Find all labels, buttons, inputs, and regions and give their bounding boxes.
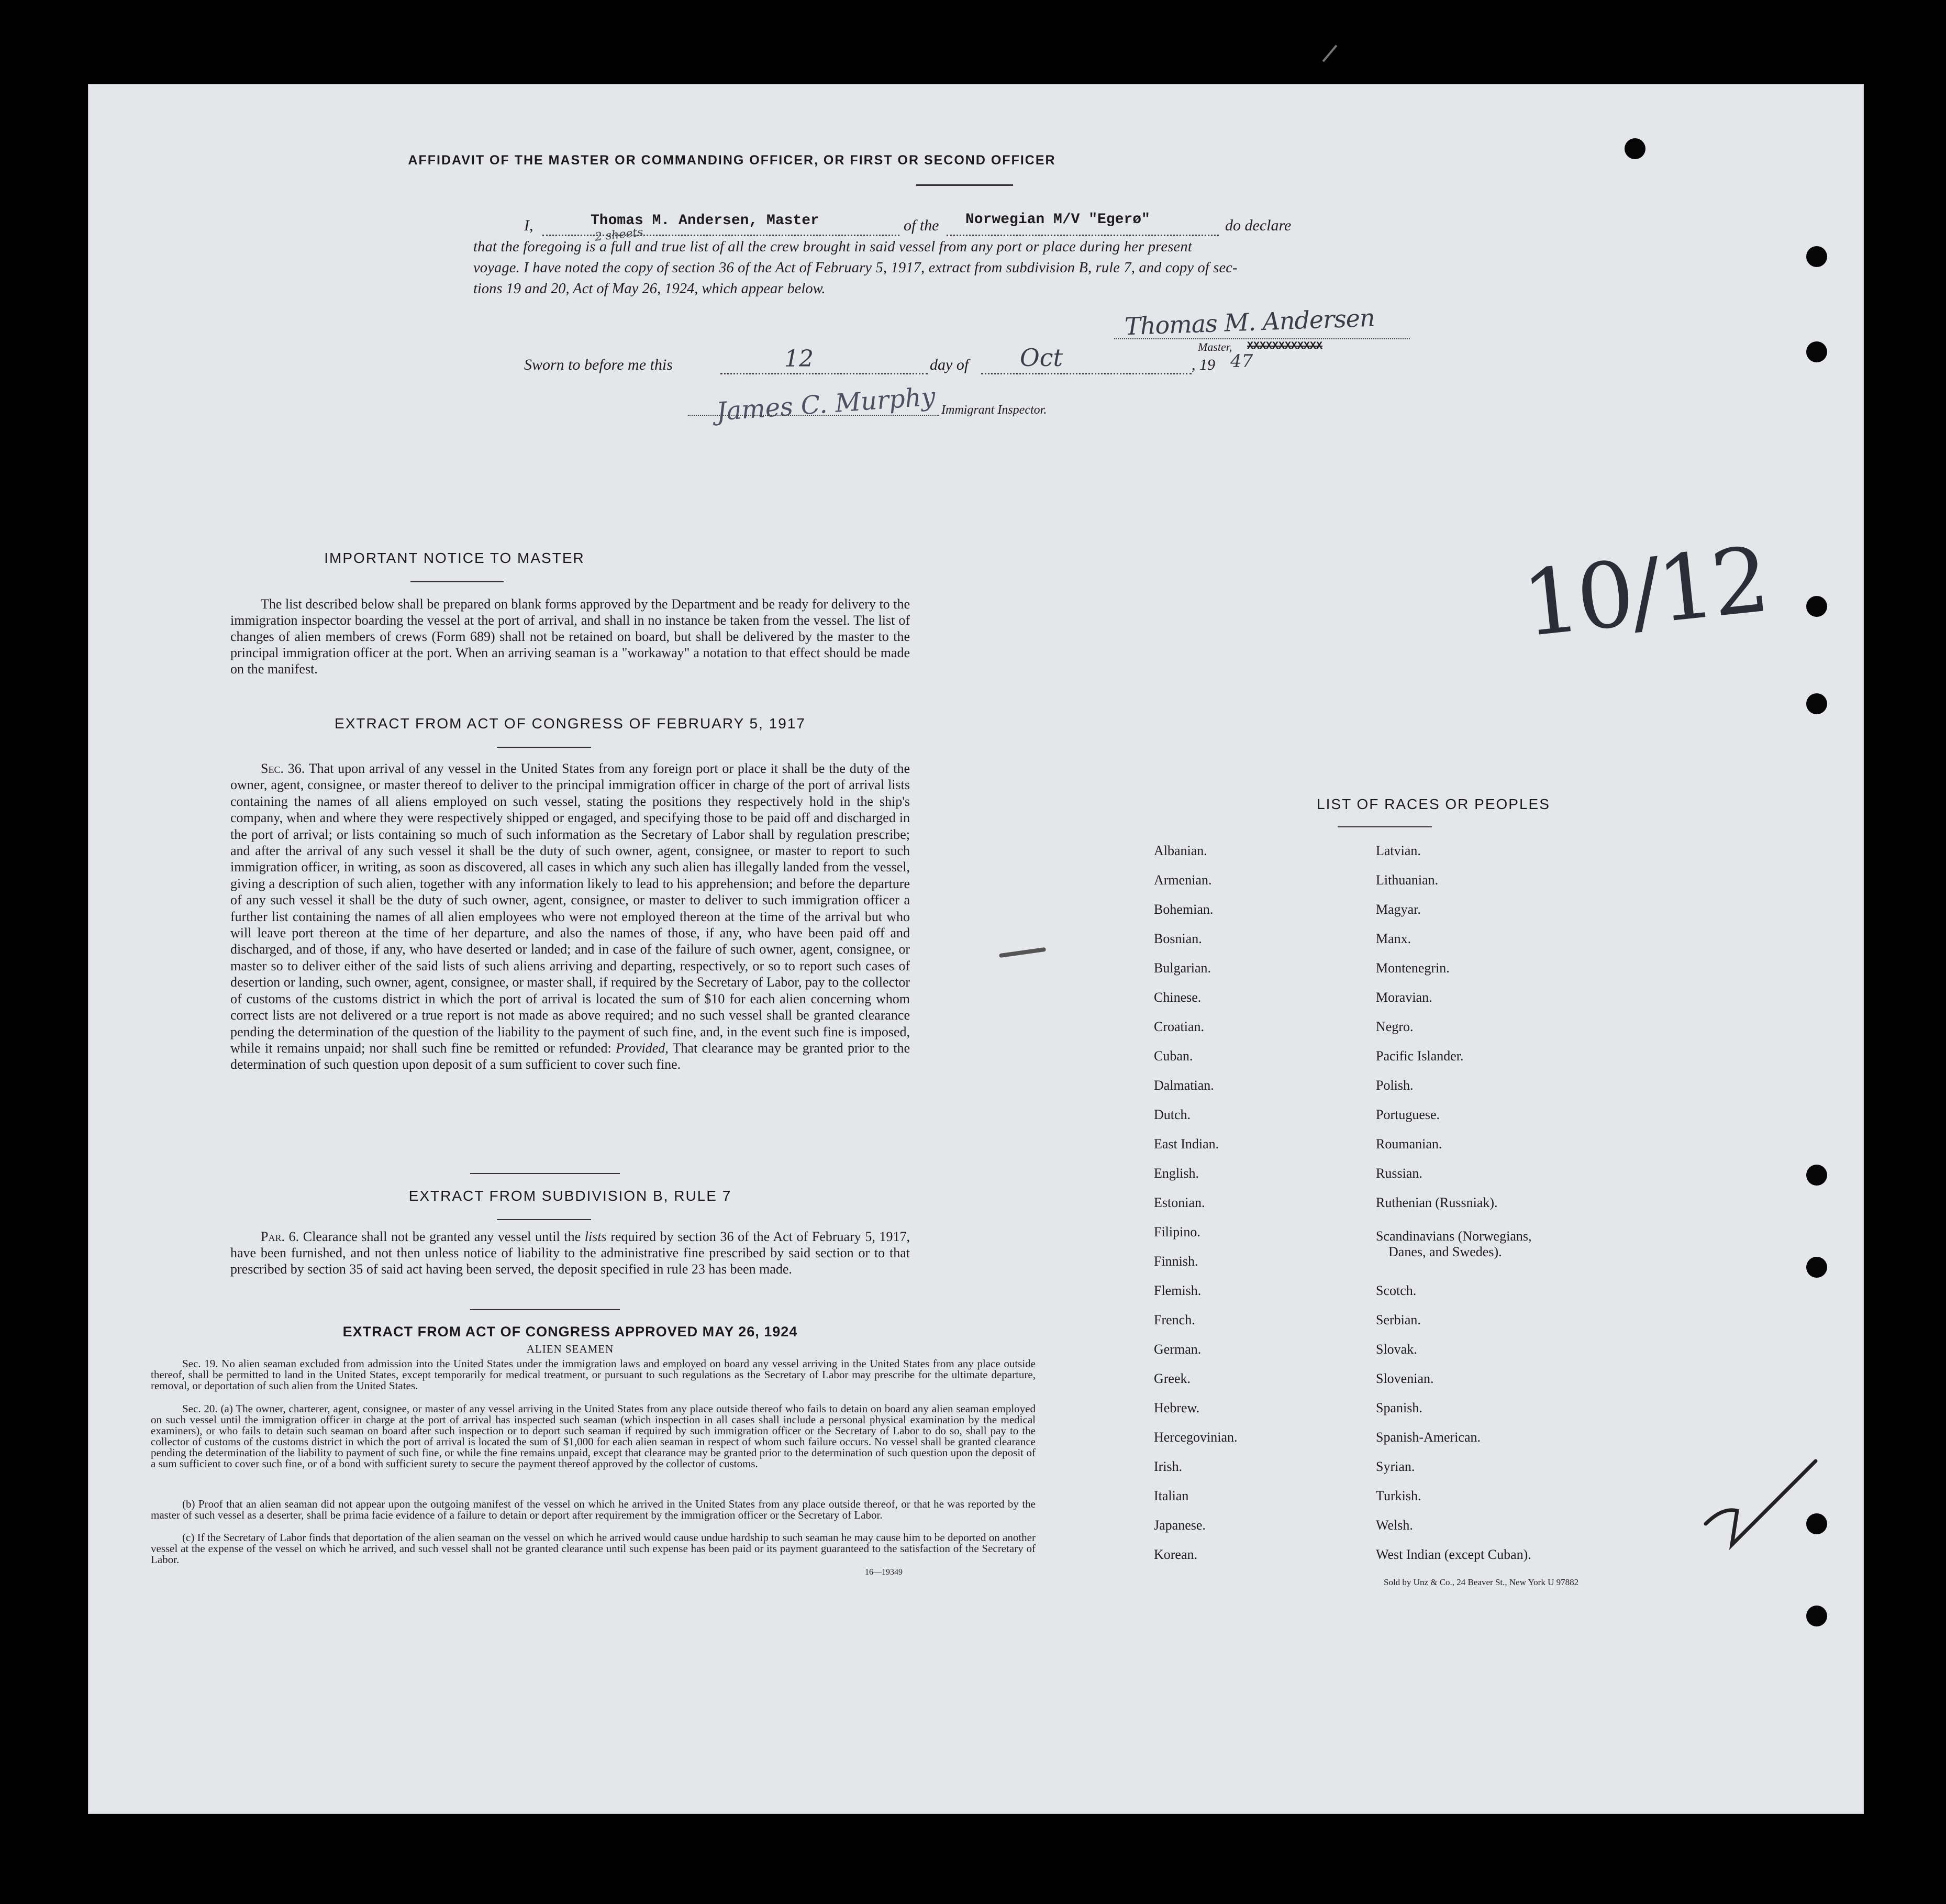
sec36-label: Sec. 36. bbox=[261, 761, 305, 776]
race-item: Spanish. bbox=[1376, 1400, 1422, 1415]
race-item: Greek. bbox=[1154, 1371, 1191, 1386]
race-item: Ruthenian (Russniak). bbox=[1376, 1195, 1498, 1210]
race-item: Negro. bbox=[1376, 1019, 1414, 1034]
of-the: of the bbox=[904, 217, 939, 234]
rule7-paragraph bbox=[230, 1228, 910, 1277]
ink-smudge bbox=[999, 947, 1046, 958]
day-blank bbox=[720, 373, 928, 374]
day-of: day of bbox=[930, 356, 969, 373]
race-item: Hebrew. bbox=[1154, 1400, 1200, 1415]
race-item: Magyar. bbox=[1376, 902, 1421, 917]
race-item: Flemish. bbox=[1154, 1283, 1202, 1298]
race-item: Bulgarian. bbox=[1154, 960, 1211, 976]
punch-hole bbox=[1806, 1165, 1827, 1186]
divider bbox=[1338, 826, 1432, 827]
race-item: Estonian. bbox=[1154, 1195, 1205, 1210]
race-item: Cuban. bbox=[1154, 1048, 1193, 1064]
race-item: Hercegovinian. bbox=[1154, 1430, 1238, 1445]
race-item: Portuguese. bbox=[1376, 1107, 1440, 1122]
race-item: Japanese. bbox=[1154, 1518, 1206, 1533]
document-sheet bbox=[88, 84, 1864, 1814]
race-item: Dutch. bbox=[1154, 1107, 1191, 1122]
race-item: Latvian. bbox=[1376, 843, 1421, 858]
race-item: Albanian. bbox=[1154, 843, 1207, 858]
race-item: Russian. bbox=[1376, 1166, 1422, 1181]
race-item: Slovak. bbox=[1376, 1342, 1417, 1357]
race-item: Chinese. bbox=[1154, 990, 1202, 1005]
race-item: Scandinavians (Norwegians, bbox=[1376, 1228, 1532, 1244]
race-item: Montenegrin. bbox=[1376, 960, 1450, 976]
race-item: Roumanian. bbox=[1376, 1136, 1442, 1152]
master-caption: Master, bbox=[1198, 340, 1232, 353]
race-item: Finnish. bbox=[1154, 1254, 1198, 1269]
race-item: East Indian. bbox=[1154, 1136, 1219, 1152]
extract-1917-title: EXTRACT FROM ACT OF CONGRESS OF FEBRUARY 5, 1917 bbox=[335, 715, 806, 732]
alien-seamen-subtitle: ALIEN SEAMEN bbox=[526, 1343, 614, 1355]
master-signature: Thomas M. Andersen bbox=[1124, 303, 1375, 341]
sec36-body: That upon arrival of any vessel in the United States from any foreign port or place it shall be the duty of the owner, agent, consignee, or master thereof to deliver to the principal immigration officer in charge of the port of arrival lists containing the names of all aliens employed on such vessel, stating the positions they respectively hold in the ship's company, when and where they were respectively shipped or engaged, and specifying those to be paid off and discharged in the port of arrival; or lists containing so much of such information as the Secretary of Labor shall by regulation prescribe; and after the arrival of any such vessel it shall be the duty of such owner, agent, consignee, or master to report to such immigration officer, in writing, as soon as discovered, all cases in which any such alien has illegally landed from the vessel, giving a description of such alien, together with any information likely to lead to his apprehension; and before the departure of any such vessel it shall be the duty of such owner, agent, consignee, or master to deliver to such immigration officer a further list containing the names of all alien employees who were not employed thereon at the time of the arrival but who will leave port thereon at the time of her departure, and also the names of those, if any, who have been paid off and discharged, and of those, if any, who have deserted or landed; and in case of the failure of such owner, agent, consignee, or master so to deliver either of the said lists of such aliens arriving and departing, respectively, or so to report such cases of desertion or landing, such owner, agent, consignee, or master shall, if required by the Secretary of Labor, pay to the collector of customs of the customs district in which the port of arrival is located the sum of $10 for each alien concerning whom correct lists are not delivered or a true report is not made as above required; and no such vessel shall be granted clearance pending the determination of the question of the liability to the payment of such fine, and, in the event such fine is imposed, while it remains unpaid; nor shall such fine be remitted or refunded: bbox=[230, 761, 910, 1056]
rule7-body-a: Clearance shall not be granted any vessel until the bbox=[303, 1229, 581, 1244]
rule7-title: EXTRACT FROM SUBDIVISION B, RULE 7 bbox=[408, 1188, 732, 1204]
race-item: English. bbox=[1154, 1166, 1199, 1181]
divider bbox=[470, 1309, 620, 1310]
race-item: Welsh. bbox=[1376, 1518, 1413, 1533]
punch-hole bbox=[1806, 1257, 1827, 1278]
race-item: Croatian. bbox=[1154, 1019, 1205, 1034]
races-title: LIST OF RACES OR PEOPLES bbox=[1317, 796, 1550, 812]
punch-hole bbox=[1806, 1606, 1827, 1626]
proviso-body: That clearance may be granted prior to the determination of such question upon deposit of a sum sufficient to cover such fine. bbox=[230, 1040, 910, 1072]
race-item: Bohemian. bbox=[1154, 902, 1214, 917]
sworn-text: Sworn to before me this bbox=[524, 356, 673, 373]
race-item: Korean. bbox=[1154, 1547, 1198, 1562]
vessel-blank bbox=[947, 235, 1219, 236]
divider bbox=[470, 1173, 620, 1174]
punch-hole bbox=[1806, 246, 1827, 267]
race-item: Moravian. bbox=[1376, 990, 1432, 1005]
year-value: 47 bbox=[1230, 351, 1253, 372]
race-item: Italian bbox=[1154, 1488, 1189, 1503]
signature-line bbox=[1114, 338, 1410, 339]
check-mark bbox=[1700, 1456, 1821, 1550]
vessel-name: Norwegian M/V "Egerø" bbox=[965, 212, 1150, 228]
race-item: Slovenian. bbox=[1376, 1371, 1434, 1386]
printer-imprint: Sold by Unz & Co., 24 Beaver St., New York U 97882 bbox=[1384, 1577, 1579, 1587]
sec36-paragraph bbox=[230, 760, 910, 1073]
affidavit-line-2: that the foregoing is a full and true list of all the crew brought in said vessel from any port or place during her present bbox=[473, 239, 1192, 255]
affidavit-i: I, bbox=[524, 217, 533, 234]
affidavit-line-4: tions 19 and 20, Act of May 26, 1924, which appear below. bbox=[473, 281, 826, 297]
notice-title: IMPORTANT NOTICE TO MASTER bbox=[324, 550, 585, 566]
month-value: Oct bbox=[1020, 344, 1063, 372]
inspector-line bbox=[688, 415, 939, 416]
divider bbox=[916, 184, 1013, 186]
handwritten-date: 10/12 bbox=[1517, 527, 1771, 657]
proviso-label: Provided, bbox=[615, 1040, 669, 1056]
form-number: 16—19349 bbox=[865, 1568, 903, 1577]
sec20c-paragraph: (c) If the Secretary of Labor finds that deportation of the alien seaman on the vessel on which he arrived would cause undue hardship to such seaman he may cause him to be deported on another vessel at the expense of the vessel on which he arrived, and such vessel shall not be granted clearance until such expense has been paid or its payment guaranteed to the satisfaction of the Secretary of Labor. bbox=[151, 1531, 1036, 1566]
punch-hole bbox=[1806, 693, 1827, 714]
affidavit-line-3: voyage. I have noted the copy of section 36 of the Act of February 5, 1917, extract from subdivision B, rule 7, and copy of sec- bbox=[473, 260, 1238, 276]
day-value: 12 bbox=[784, 346, 814, 372]
race-item: Syrian. bbox=[1376, 1459, 1415, 1474]
punch-hole bbox=[1806, 341, 1827, 362]
sec20a-paragraph: Sec. 20. (a) The owner, charterer, agent, consignee, or master of any vessel arriving in the United States from any place outside thereof who fails to detain on board any alien seaman employed on such vessel until the immigration officer in charge at the port of arrival has inspected such seaman (which inspection in all cases shall include a personal physical examination by the medical examiners), or who fails to detain such seaman on board after such inspection or to deport such seaman if required by such immigration officer or the Secretary of Labor to do so, shall pay to the collector of customs of the customs district in which the port of arrival is located the sum of $1,000 for each alien seaman in respect of whom such failure occurs. No vessel shall be granted clearance pending the determination of the liability to payment of such fine, or while the fine remains unpaid, except that clearance may be granted prior to the determination of such question upon the deposit of a sum sufficient to cover such fine, or of a bond with sufficient surety to secure the payment thereof approved by the collector of customs. bbox=[151, 1402, 1036, 1470]
race-item: Armenian. bbox=[1154, 872, 1212, 888]
race-item: Danes, and Swedes). bbox=[1388, 1244, 1502, 1259]
divider bbox=[410, 581, 504, 582]
race-item: Scotch. bbox=[1376, 1283, 1417, 1298]
race-item: Pacific Islander. bbox=[1376, 1048, 1464, 1064]
par6-label: Par. 6. bbox=[261, 1229, 299, 1244]
affidavit-title: AFFIDAVIT OF THE MASTER OR COMMANDING OFFICER, OR FIRST OR SECOND OFFICER bbox=[408, 153, 1056, 168]
race-item: French. bbox=[1154, 1312, 1195, 1327]
scan-corner-mark bbox=[1322, 45, 1338, 62]
do-declare: do declare bbox=[1225, 217, 1292, 234]
sec19-paragraph: Sec. 19. No alien seaman excluded from admission into the United States under the immigration laws and employed on board any vessel arriving in the United States from any place outside thereof, shall be permitted to land in the United States, except temporarily for medical treatment, or pursuant to such regulations as the Secretary of Labor may prescribe for the ultimate departure, removal, or deportation of such alien from the United States. bbox=[151, 1357, 1036, 1392]
race-item: Manx. bbox=[1376, 931, 1411, 946]
race-item: Bosnian. bbox=[1154, 931, 1202, 946]
month-blank bbox=[981, 373, 1192, 374]
race-item: Dalmatian. bbox=[1154, 1078, 1214, 1093]
race-item: German. bbox=[1154, 1342, 1202, 1357]
notice-body: The list described below shall be prepared on blank forms approved by the Department and be ready for delivery to the immigration inspector boarding the vessel at the port of arrival, and shall in no instance be taken from the vessel. The list of changes of alien members of crews (Form 689) shall not be retained on board, but shall be delivered by the master to the principal immigration officer at the port. When an arriving seaman is a "workaway" a notation to that effect should be made on the manifest. bbox=[230, 596, 910, 677]
race-item: Lithuanian. bbox=[1376, 872, 1439, 888]
race-item: Serbian. bbox=[1376, 1312, 1421, 1327]
race-item: West Indian (except Cuban). bbox=[1376, 1547, 1531, 1562]
sec20b-paragraph: (b) Proof that an alien seaman did not appear upon the outgoing manifest of the vessel on which he arrived in the United States from any place outside thereof, or that he was reported by the master of such vessel as a deserter, shall be prima facie evidence of a failure to detain or deport after requirement by the immigration officer or the Secretary of Labor. bbox=[151, 1498, 1036, 1521]
extract-1924-title: EXTRACT FROM ACT OF CONGRESS APPROVED MAY 26, 1924 bbox=[342, 1324, 798, 1340]
races-left-column bbox=[1154, 843, 1353, 1660]
master-name: Thomas M. Andersen, Master bbox=[591, 213, 819, 229]
inspector-caption: Immigrant Inspector. bbox=[941, 403, 1047, 417]
divider bbox=[497, 747, 591, 748]
divider bbox=[497, 1219, 591, 1220]
race-item: Filipino. bbox=[1154, 1224, 1200, 1239]
race-item: Turkish. bbox=[1376, 1488, 1421, 1503]
inspector-signature: James C. Murphy bbox=[715, 382, 937, 427]
rule7-lists: lists bbox=[584, 1229, 607, 1244]
race-item: Irish. bbox=[1154, 1459, 1183, 1474]
interlinear-note: 2 sheets bbox=[594, 226, 644, 244]
struck-caption: XXXXXXXXXXXX bbox=[1247, 340, 1323, 352]
rule7-body-b: required by section 36 of the Act of February 5, 1917, have been furnished, and not then unless notice of liability to the administrative fine prescribed by said section or to that prescribed by section 35 of said act having been served, the deposit specified in rule 23 has been made. bbox=[230, 1229, 910, 1277]
race-item: Polish. bbox=[1376, 1078, 1414, 1093]
race-item: Spanish-American. bbox=[1376, 1430, 1481, 1445]
punch-hole bbox=[1806, 596, 1827, 617]
races-right-column bbox=[1376, 843, 1669, 1660]
punch-hole bbox=[1625, 138, 1645, 159]
year-prefix: , 19 bbox=[1192, 356, 1215, 373]
